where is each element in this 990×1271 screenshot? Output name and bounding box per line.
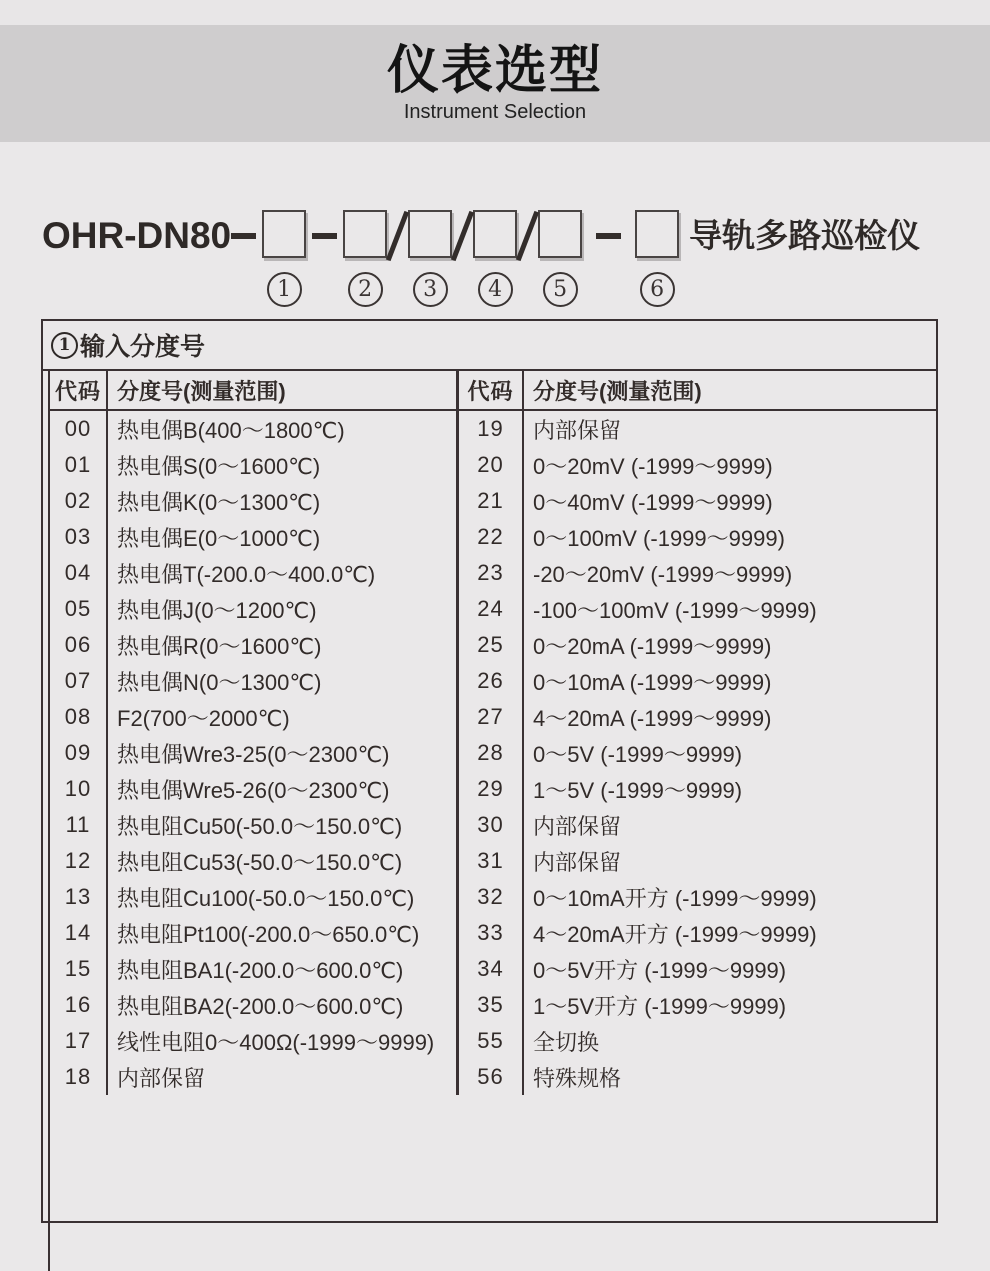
table-row bbox=[50, 987, 936, 1023]
row-code: 33 bbox=[456, 915, 522, 951]
slash-separator bbox=[386, 211, 409, 261]
row-label: 1～5V开方 (-1999～9999) bbox=[522, 987, 936, 1023]
row-code: 24 bbox=[456, 591, 522, 627]
table-row bbox=[50, 915, 936, 951]
code-position-2 bbox=[343, 210, 387, 307]
row-code: 20 bbox=[456, 447, 522, 483]
row-label: 热电阻Cu100(-50.0～150.0℃) bbox=[106, 879, 456, 915]
row-label: 热电阻Cu53(-50.0～150.0℃) bbox=[106, 843, 456, 879]
row-code: 08 bbox=[64, 704, 92, 729]
row-code: 07 bbox=[64, 668, 92, 693]
row-code: 23 bbox=[456, 555, 522, 591]
table-header-row bbox=[50, 371, 936, 411]
row-code: 22 bbox=[456, 519, 522, 555]
column-header-code-left: 代码 bbox=[50, 371, 106, 411]
table-row bbox=[50, 843, 936, 879]
page-header-band bbox=[0, 25, 990, 142]
circled-number-5: 5 bbox=[543, 272, 578, 307]
table-row bbox=[50, 951, 936, 987]
row-code: 00 bbox=[64, 416, 92, 441]
model-prefix: OHR-DN80 bbox=[42, 215, 232, 256]
code-box-6 bbox=[635, 210, 679, 258]
row-code: 10 bbox=[64, 776, 92, 801]
table-row bbox=[50, 627, 936, 663]
row-label: 0～10mA开方 (-1999～9999) bbox=[522, 879, 936, 915]
row-label: 热电偶K(0～1300℃) bbox=[106, 483, 456, 519]
table-row bbox=[50, 807, 936, 843]
code-box-1 bbox=[262, 210, 306, 258]
code-position-4 bbox=[473, 210, 517, 307]
row-label: 热电偶J(0～1200℃) bbox=[106, 591, 456, 627]
row-label: 热电偶B(400～1800℃) bbox=[106, 411, 456, 447]
row-code: 09 bbox=[64, 740, 92, 765]
table-row bbox=[50, 447, 936, 483]
dash-separator bbox=[312, 233, 337, 239]
row-label: 0～40mV (-1999～9999) bbox=[522, 483, 936, 519]
dash-separator bbox=[596, 233, 621, 239]
row-code: 15 bbox=[64, 956, 92, 981]
row-code: 35 bbox=[456, 987, 522, 1023]
row-label: 内部保留 bbox=[522, 807, 936, 843]
row-code: 03 bbox=[64, 524, 92, 549]
row-label: F2(700～2000℃) bbox=[106, 699, 456, 735]
row-label: 0～100mV (-1999～9999) bbox=[522, 519, 936, 555]
row-code: 14 bbox=[64, 920, 92, 945]
row-label: 0～10mA (-1999～9999) bbox=[522, 663, 936, 699]
table-row bbox=[50, 519, 936, 555]
row-code: 01 bbox=[64, 452, 92, 477]
row-label: 内部保留 bbox=[522, 843, 936, 879]
model-suffix: 导轨多路巡检仪 bbox=[689, 217, 921, 254]
row-label: 4～20mA (-1999～9999) bbox=[522, 699, 936, 735]
row-code: 19 bbox=[456, 411, 522, 447]
row-label: 热电阻BA1(-200.0～600.0℃) bbox=[106, 951, 456, 987]
page-title: 仪表选型 bbox=[386, 42, 603, 100]
row-code: 26 bbox=[456, 663, 522, 699]
code-box-5 bbox=[538, 210, 582, 258]
column-header-range-right: 分度号(测量范围) bbox=[522, 371, 936, 411]
row-label: 内部保留 bbox=[106, 1059, 456, 1095]
row-code: 55 bbox=[456, 1023, 522, 1059]
row-label: 内部保留 bbox=[522, 411, 936, 447]
row-label: 0～5V (-1999～9999) bbox=[522, 735, 936, 771]
row-code: 21 bbox=[456, 483, 522, 519]
row-code: 25 bbox=[456, 627, 522, 663]
row-code: 31 bbox=[456, 843, 522, 879]
circled-number-6: 6 bbox=[640, 272, 675, 307]
slash-separator bbox=[451, 211, 474, 261]
table-rows bbox=[50, 411, 936, 1095]
table-row bbox=[50, 1023, 936, 1059]
code-box-2 bbox=[343, 210, 387, 258]
table-row bbox=[50, 771, 936, 807]
code-box-3 bbox=[408, 210, 452, 258]
row-code: 05 bbox=[64, 596, 92, 621]
row-code: 29 bbox=[456, 771, 522, 807]
table-row bbox=[50, 879, 936, 915]
code-box-4 bbox=[473, 210, 517, 258]
table-row bbox=[50, 411, 936, 447]
table-row bbox=[50, 699, 936, 735]
row-label: 特殊规格 bbox=[522, 1059, 936, 1095]
code-position-1 bbox=[262, 210, 306, 307]
row-code: 06 bbox=[64, 632, 92, 657]
row-code: 13 bbox=[64, 884, 92, 909]
input-code-table bbox=[41, 319, 938, 1223]
row-label: 热电偶Wre5-26(0～2300℃) bbox=[106, 771, 456, 807]
column-header-range-left: 分度号(测量范围) bbox=[106, 371, 456, 411]
row-label: 热电偶N(0～1300℃) bbox=[106, 663, 456, 699]
row-label: 热电偶R(0～1600℃) bbox=[106, 627, 456, 663]
ordering-code-line bbox=[42, 210, 982, 307]
row-code: 32 bbox=[456, 879, 522, 915]
top-strip bbox=[0, 0, 990, 25]
code-position-6 bbox=[635, 210, 679, 307]
row-code: 28 bbox=[456, 735, 522, 771]
table-row bbox=[50, 663, 936, 699]
column-header-code-right: 代码 bbox=[456, 371, 522, 411]
table-section-title bbox=[43, 321, 936, 371]
table-row bbox=[50, 555, 936, 591]
table-row bbox=[50, 483, 936, 519]
row-code: 16 bbox=[64, 992, 92, 1017]
row-label: 0～20mA (-1999～9999) bbox=[522, 627, 936, 663]
table-row bbox=[50, 735, 936, 771]
row-code: 30 bbox=[456, 807, 522, 843]
row-label: 0～20mV (-1999～9999) bbox=[522, 447, 936, 483]
row-label: 热电阻Cu50(-50.0～150.0℃) bbox=[106, 807, 456, 843]
row-code: 04 bbox=[64, 560, 92, 585]
row-label: 热电阻Pt100(-200.0～650.0℃) bbox=[106, 915, 456, 951]
row-label: 热电偶Wre3-25(0～2300℃) bbox=[106, 735, 456, 771]
table-row bbox=[50, 1059, 936, 1095]
circled-number-1: 1 bbox=[267, 272, 302, 307]
row-code: 18 bbox=[64, 1064, 92, 1089]
row-label: 全切换 bbox=[522, 1023, 936, 1059]
row-code: 27 bbox=[456, 699, 522, 735]
row-label: -100～100mV (-1999～9999) bbox=[522, 591, 936, 627]
table-row bbox=[50, 591, 936, 627]
row-label: 线性电阻0～400Ω(-1999～9999) bbox=[106, 1023, 456, 1059]
row-code: 17 bbox=[64, 1028, 92, 1053]
row-label: 热电阻BA2(-200.0～600.0℃) bbox=[106, 987, 456, 1023]
circled-number-4: 4 bbox=[478, 272, 513, 307]
page-subtitle: Instrument Selection bbox=[403, 101, 587, 123]
row-code: 11 bbox=[65, 812, 91, 837]
row-label: 热电偶T(-200.0～400.0℃) bbox=[106, 555, 456, 591]
code-position-5 bbox=[538, 210, 582, 307]
row-code: 12 bbox=[64, 848, 92, 873]
row-label: 0～5V开方 (-1999～9999) bbox=[522, 951, 936, 987]
row-code: 56 bbox=[456, 1059, 522, 1095]
circled-number-1-small: 1 bbox=[51, 332, 78, 359]
row-label: 热电偶S(0～1600℃) bbox=[106, 447, 456, 483]
dash-separator bbox=[231, 233, 256, 239]
row-label: -20～20mV (-1999～9999) bbox=[522, 555, 936, 591]
slash-separator bbox=[516, 211, 539, 261]
row-label: 4～20mA开方 (-1999～9999) bbox=[522, 915, 936, 951]
row-code: 02 bbox=[64, 488, 92, 513]
circled-number-3: 3 bbox=[413, 272, 448, 307]
table-section-title-text: 输入分度号 bbox=[80, 333, 206, 361]
row-code: 34 bbox=[456, 951, 522, 987]
table-body bbox=[48, 371, 936, 1271]
code-position-3 bbox=[408, 210, 452, 307]
row-label: 1～5V (-1999～9999) bbox=[522, 771, 936, 807]
circled-number-2: 2 bbox=[348, 272, 383, 307]
row-label: 热电偶E(0～1000℃) bbox=[106, 519, 456, 555]
